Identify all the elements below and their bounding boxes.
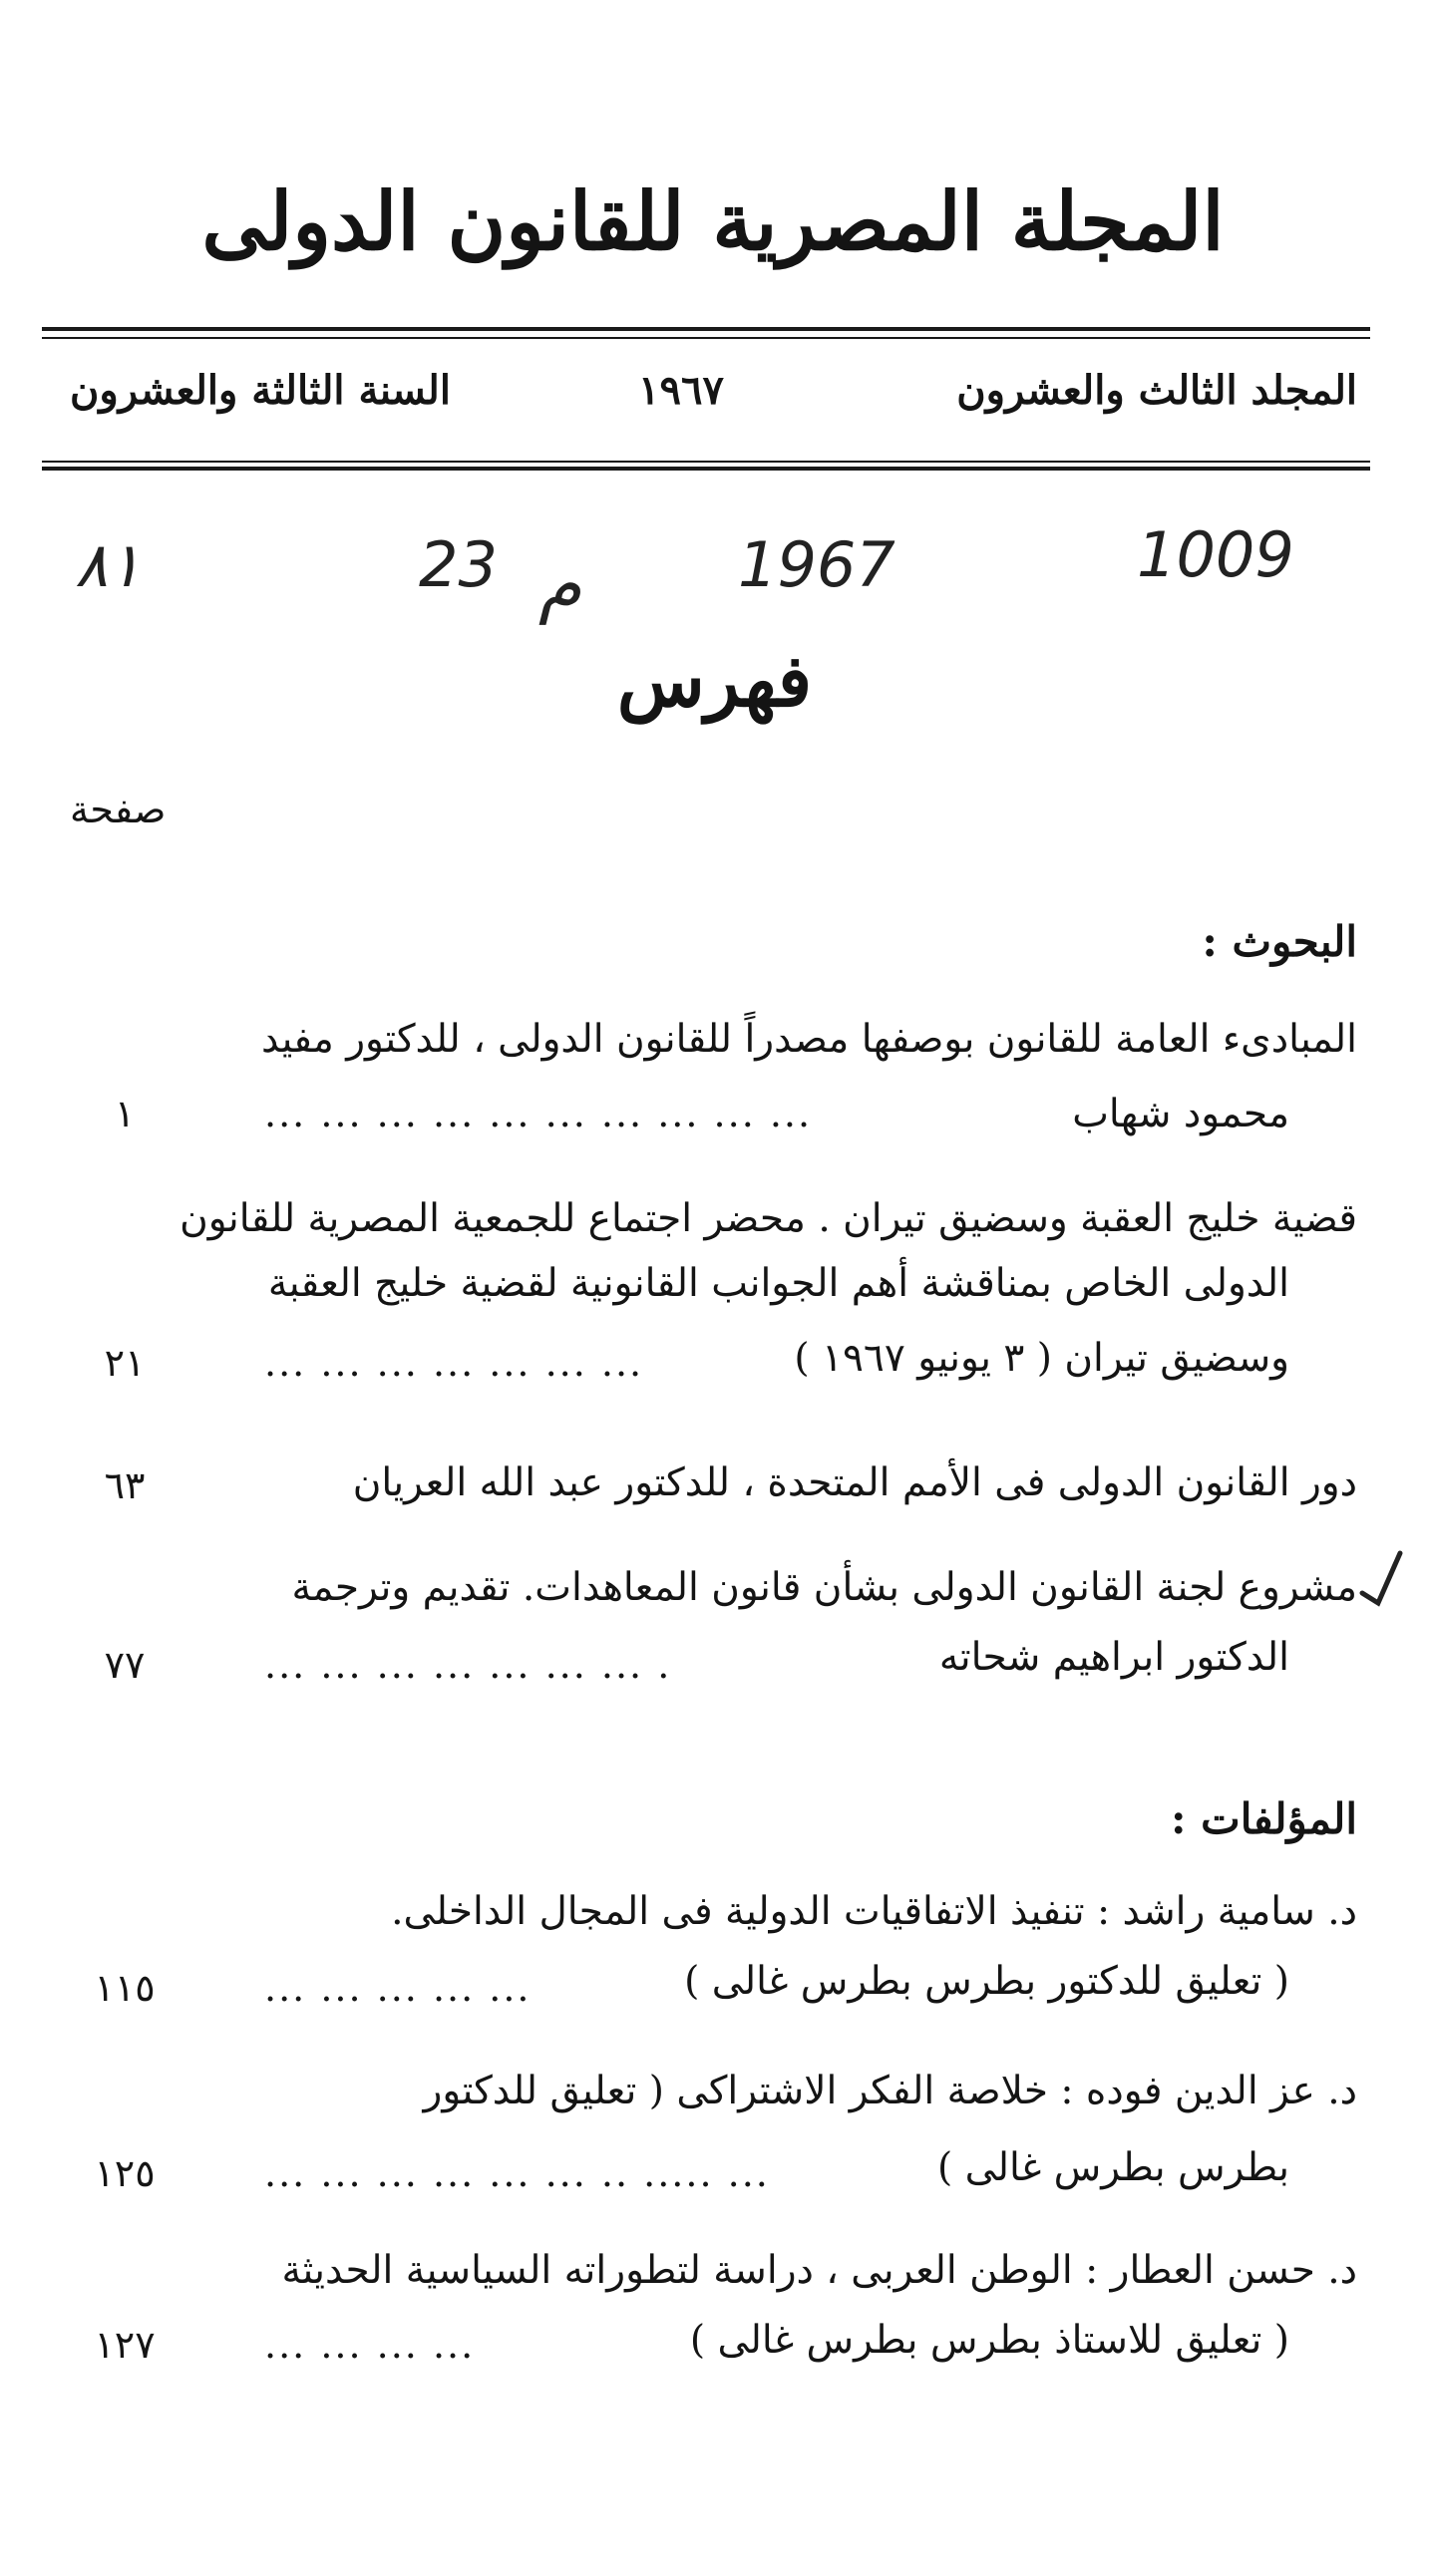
research-entry-1-page: ١ bbox=[114, 1092, 136, 1135]
handwritten-year: 1967 bbox=[738, 528, 895, 601]
handwritten-code: ٨١ bbox=[75, 528, 142, 601]
books-heading: المؤلفات : bbox=[1171, 1794, 1357, 1843]
books-entry-1-dots: ... ... ... ... ... bbox=[264, 1966, 532, 2010]
books-entry-3-page: ١٢٧ bbox=[94, 2323, 156, 2367]
books-entry-1-line-2: ( تعليق للدكتور بطرس بطرس غالى ) bbox=[684, 1959, 1289, 2004]
research-entry-4-dots: ... ... ... ... ... ... ... . bbox=[264, 1643, 672, 1687]
research-entry-1-dots: ... ... ... ... ... ... ... ... ... ... bbox=[264, 1092, 813, 1135]
research-entry-3-page: ٦٣ bbox=[104, 1463, 146, 1507]
header-rule-bottom-thin bbox=[42, 461, 1370, 463]
research-entry-3-line-1: دور القانون الدولى فى الأمم المتحدة ، للدكتور عبد الله العريان bbox=[352, 1460, 1357, 1505]
books-entry-2-page: ١٢٥ bbox=[94, 2151, 156, 2195]
handwritten-number: 23 bbox=[419, 528, 498, 601]
research-entry-1-line-1: المبادىء العامة للقانون بوصفها مصدراً للقانون الدولى ، للدكتور مفيد bbox=[260, 1017, 1357, 1062]
year-label: ١٩٦٧ bbox=[638, 367, 724, 414]
research-entry-2-dots: ... ... ... ... ... ... ... bbox=[264, 1341, 644, 1385]
header-rule-bottom-thick bbox=[42, 467, 1370, 471]
books-entry-2-line-2: بطرس بطرس غالى ) bbox=[936, 2145, 1289, 2190]
header-rule-top-thin bbox=[42, 337, 1370, 339]
header-rule-top-thick bbox=[42, 327, 1370, 331]
research-entry-2-line-3: وسضيق تيران ( ٣ يونيو ١٩٦٧ ) bbox=[794, 1336, 1289, 1381]
research-entry-4-page: ٧٧ bbox=[104, 1643, 146, 1687]
books-entry-3-dots: ... ... ... ... bbox=[264, 2323, 476, 2367]
handwritten-id: 1009 bbox=[1137, 518, 1294, 591]
research-entry-4-line-1: مشروع لجنة القانون الدولى بشأن قانون المعاهدات. تقديم وترجمة bbox=[291, 1565, 1357, 1610]
books-entry-1-page: ١١٥ bbox=[94, 1966, 156, 2010]
research-heading: البحوث : bbox=[1202, 917, 1357, 966]
volume-label: المجلد الثالث والعشرون bbox=[956, 367, 1357, 414]
research-entry-2-line-2: الدولى الخاص بمناقشة أهم الجوانب القانونية لقضية خليج العقبة bbox=[267, 1261, 1289, 1306]
index-title: فهرس bbox=[616, 638, 813, 723]
books-entry-2-line-1: د. عز الدين فوده : خلاصة الفكر الاشتراكى ( تعليق للدكتور bbox=[423, 2069, 1357, 2113]
handwritten-letter: م bbox=[538, 543, 582, 625]
research-entry-1-line-2: محمود شهاب bbox=[1072, 1092, 1289, 1136]
research-entry-4-line-2: الدكتور ابراهيم شحاته bbox=[938, 1635, 1289, 1680]
books-entry-2-dots: ... ... ... ... ... ... .. ..... ... bbox=[264, 2151, 770, 2195]
research-entry-2-line-1: قضية خليج العقبة وسضيق تيران . محضر اجتماع للجمعية المصرية للقانون bbox=[179, 1196, 1357, 1241]
books-entry-1-line-1: د. سامية راشد : تنفيذ الاتفاقيات الدولية فى المجال الداخلى. bbox=[391, 1889, 1357, 1934]
journal-title: المجلة المصرية للقانون الدولى bbox=[201, 174, 1225, 268]
year-number-label: السنة الثالثة والعشرون bbox=[70, 367, 451, 414]
research-entry-2-page: ٢١ bbox=[104, 1341, 146, 1385]
books-entry-3-line-2: ( تعليق للاستاذ بطرس بطرس غالى ) bbox=[689, 2318, 1289, 2363]
page-column-label: صفحة bbox=[70, 788, 167, 831]
books-entry-3-line-1: د. حسن العطار : الوطن العربى ، دراسة لتطوراته السياسية الحديثة bbox=[281, 2248, 1357, 2293]
margin-check-mark bbox=[1356, 1545, 1406, 1615]
